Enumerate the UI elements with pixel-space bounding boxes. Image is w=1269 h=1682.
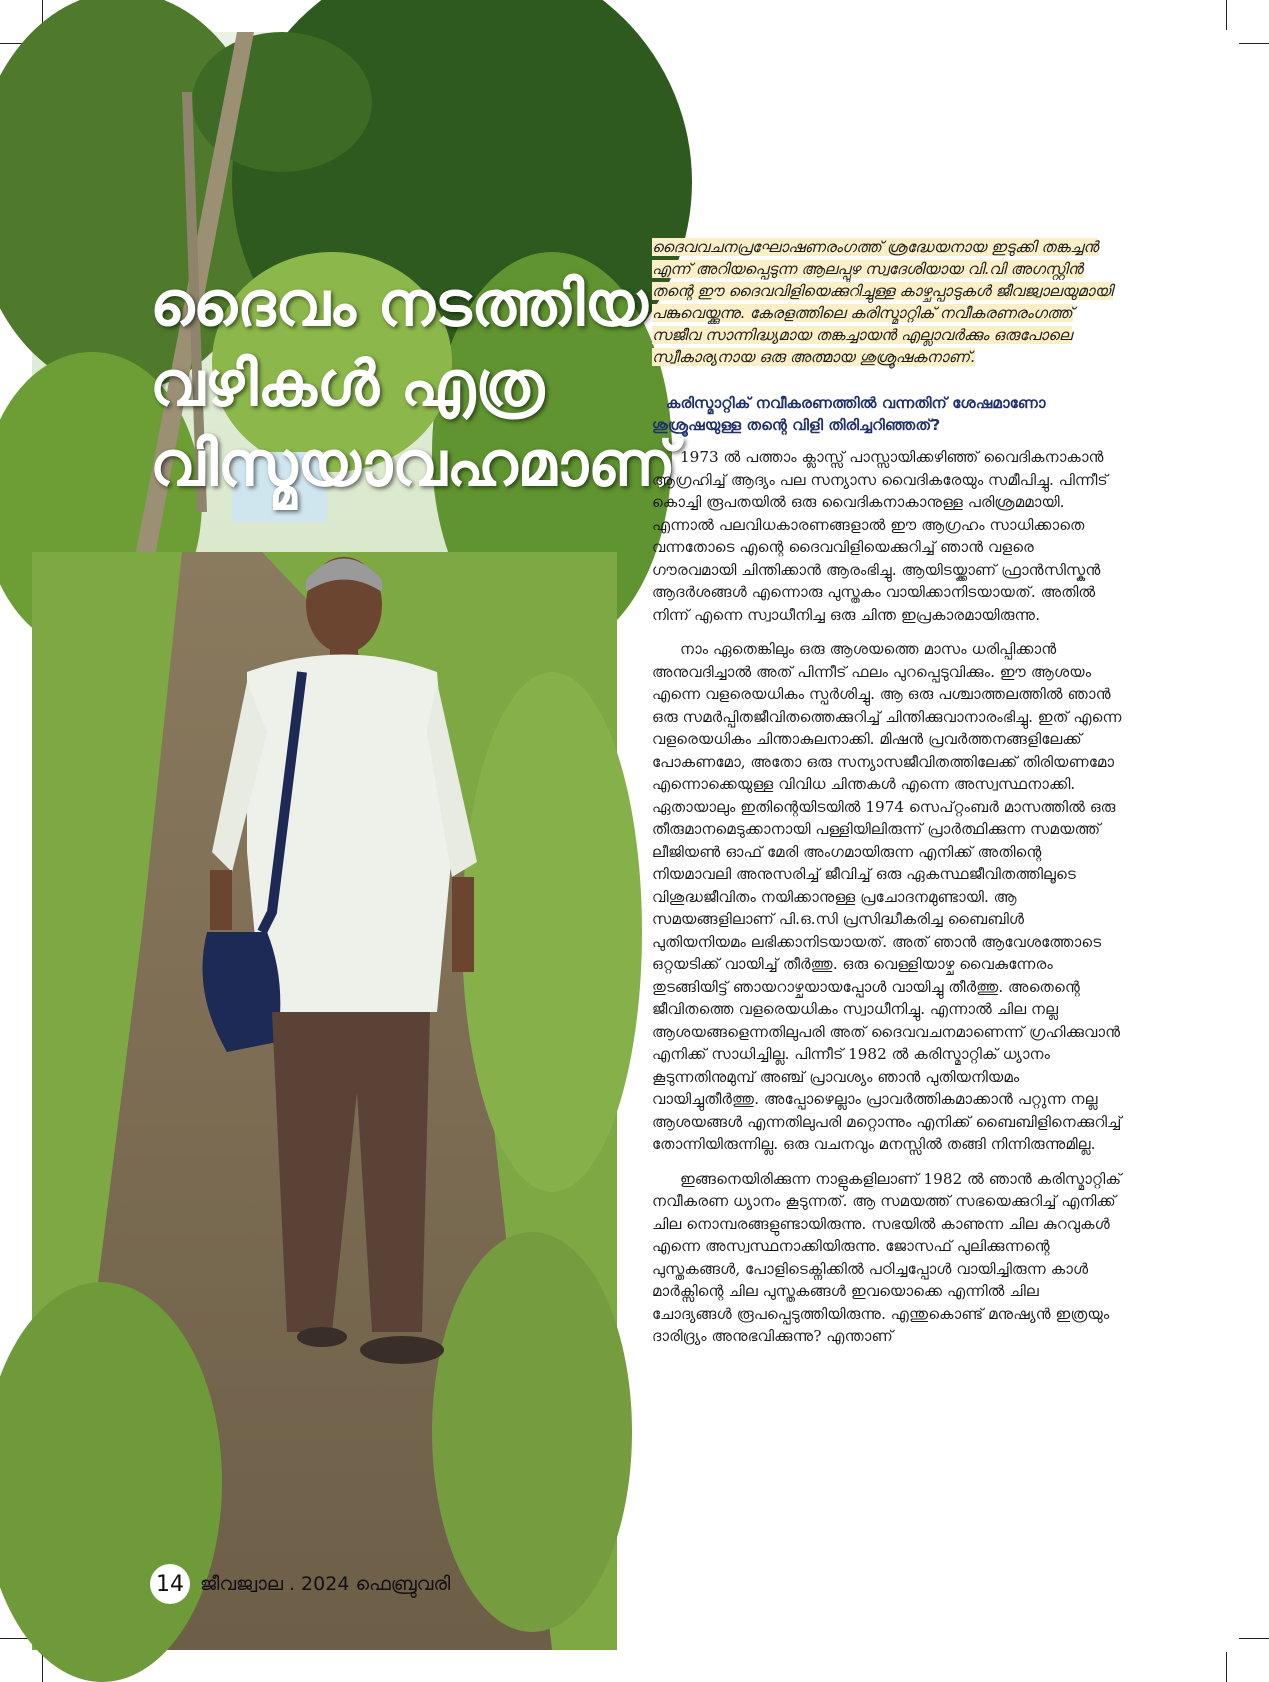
body-paragraph: നാം ഏതെങ്കിലും ഒരു ആശയത്തെ മാസം ധരിപ്പിക്കാൻ അനുവദിച്ചാൽ അത് പിന്നീട് ഫലം പുറപ്പെടുവിക്കും. ഈ ആശയം എന്നെ വളരെയധികം സ്പർശിച്ചു. ആ ഒരു പശ്ചാത്തലത്തിൽ ഞാൻ ഒരു സമർപ്പിതജീവിതത്തെക്കുറിച്ച് ചിന്തിക്കുവാനാരംഭിച്ചു. ഇത് എന്നെ വളരെയധികം ചിന്താകുലനാക്കി. മിഷൻ പ്രവർത്തനങ്ങളിലേക്ക് പോകണമോ, അതോ ഒരു സന്യാസജീവിതത്തിലേക്ക് തിരിയണമോ എന്നൊക്കെയുള്ള വിവിധ ചിന്തകൾ എന്നെ അസ്വസ്ഥനാക്കി. ഏതായാലും ഇതിന്റെയിടയിൽ 1974 സെപ്റ്റംബർ മാസത്തിൽ ഒരു തീരുമാനമെടുക്കാനായി പള്ളിയിലിരുന്ന് പ്രാർത്ഥിക്കുന്ന സമയത്ത് ലീജിയൺ ഓഫ് മേരി അംഗമായിരുന്ന എനിക്ക് അതിന്റെ നിയമാവലി അനുസരിച്ച് ജീവിച്ച് ഒരു ഏകസ്ഥജീവിതത്തിലൂടെ വിശുദ്ധജീവിതം നയിക്കാനുള്ള പ്രചോദനമുണ്ടായി. ആ സമയങ്ങളിലാണ് പി.ഒ.സി പ്രസിദ്ധീകരിച്ച ബൈബിൾ പുതിയനിയമം ലഭിക്കാനിടയായത്. അത് ഞാൻ ആവേശത്തോടെ ഒറ്റയടിക്ക് വായിച്ച് തീർത്തു. ഒരു വെള്ളിയാഴ്ച വൈകുന്നേരം തുടങ്ങിയിട്ട് ഞായറാഴ്ചയായപ്പോൾ വായിച്ചു തീർത്തു. അതെന്റെ ജീവിതത്തെ വളരെയധികം സ്വാധീനിച്ചു. എന്നാൽ ചില നല്ല ആശയങ്ങളെന്നതിലുപരി അത് ദൈവവചനമാണെന്ന് ഗ്രഹിക്കുവാൻ എനിക്ക് സാധിച്ചില്ല. പിന്നീട് 1982 ൽ കരിസ്മാറ്റിക് ധ്യാനം കൂടുന്നതിനുമുമ്പ് അഞ്ച് പ്രാവശ്യം ഞാൻ പുതിയനിയമം വായിച്ചുതീർത്തു. അപ്പോഴെല്ലാം പ്രാവർത്തികമാക്കാൻ പറ്റുന്ന നല്ല ആശയങ്ങൾ എന്നതിലുപരി മറ്റൊന്നും എനിക്ക് ബൈബിളിനെക്കുറിച്ച് തോന്നിയിരുന്നില്ല. ഒരു വചനവും മനസ്സിൽ തങ്ങി നിന്നിരുന്നുമില്ല. [652,640,1122,1153]
body-paragraph: 1973 ൽ പത്താം ക്ലാസ്സ് പാസ്സായിക്കഴിഞ്ഞ് വൈദികനാകാൻ ആഗ്രഹിച്ച് ആദ്യം പല സന്യാസ വൈദികരേയും സമീപിച്ചു. പിന്നീട് കൊച്ചി രൂപതയിൽ ഒരു വൈദികനാകാനുള്ള പരിശ്രമമായി. എന്നാൽ പലവിധകാരണങ്ങളാൽ ഈ ആഗ്രഹം സാധിക്കാതെ വന്നതോടെ എന്റെ ദൈവവിളിയെക്കുറിച്ച് ഞാൻ വളരെ ഗൗരവമായി ചിന്തിക്കാൻ ആരംഭിച്ചു. ആയിടയ്ക്കാണ് ഫ്രാൻസിസ്കൻ ആദർശങ്ങൾ എന്നൊരു പുസ്തകം വായിക്കാനിടയായത്. അതിൽ നിന്ന് എന്നെ സ്വാധീനിച്ച ഒരു ചിന്ത ഇപ്രകാരമായിരുന്നു. [652,448,1108,624]
crop-mark [1239,1638,1269,1639]
article-title-line: വിസ്മയാവഹമാണ് [150,427,676,500]
body-paragraph: ഇങ്ങനെയിരിക്കുന്ന നാളുകളിലാണ് 1982 ൽ ഞാൻ കരിസ്മാറ്റിക് നവീകരണ ധ്യാനം കൂടുന്നത്. ആ സമയത്ത് സഭയെക്കുറിച്ച് എനിക്ക് ചില നൊമ്പരങ്ങളുണ്ടായിരുന്നു. സഭയിൽ കാണുന്ന ചില കുറവുകൾ എന്നെ അസ്വസ്ഥനാക്കിയിരുന്നു. ജോസഫ് പുലിക്കുന്നന്റെ പുസ്തകങ്ങൾ, പോളിടെക്നിക്കിൽ പഠിച്ചപ്പോൾ വായിച്ചിരുന്ന കാൾ മാർക്സിന്റെ ചില പുസ്തകങ്ങൾ ഇവയൊക്കെ എന്നിൽ ചില ചോദ്യങ്ങൾ രൂപപ്പെടുത്തിയിരുന്നു. എന്തുകൊണ്ട് മനുഷ്യൻ ഇത്രയും ദാരിദ്ര്യം അനുഭവിക്കുന്നു? എന്താണ് [652,1169,1122,1345]
crop-mark [1239,43,1269,44]
article-photo [32,32,676,1650]
page-footer [150,1564,450,1604]
page-number: 14 [150,1564,190,1604]
article-title [150,264,676,504]
article-intro [652,236,1122,368]
crop-mark [42,1652,43,1682]
article-body [652,236,1122,1360]
crop-mark [1226,0,1227,30]
publication-info: ജീവജ്വാല . 2024 ഫെബ്രുവരി [200,1573,451,1595]
crop-mark [1226,1652,1227,1682]
article-title-line: വഴികൾ എത്ര [150,347,545,420]
article-title-line: ദൈവം നടത്തിയ [150,267,648,340]
interview-question: കരിസ്മാറ്റിക് നവീകരണത്തിൽ വന്നതിന് ശേഷമാണോ ശുശ്രൂഷയുള്ള തന്റെ വിളി തിരിച്ചറിഞ്ഞത്? [652,394,1046,434]
intro-highlight: ദൈവവചനപ്രഘോഷണരംഗത്ത് ശ്രദ്ധേയനായ ഇടുക്കി തങ്കച്ചൻ എന്ന് അറിയപ്പെടുന്ന ആലപ്പുഴ സ്വദേശിയായ വി.വി അഗസ്റ്റിൻ തന്റെ ഈ ദൈവവിളിയെക്കുറിച്ചുള്ള കാഴ്ചപ്പാടുകൾ ജീവജ്വാലയുമായി പങ്കുവെയ്ക്കുന്നു. കേരളത്തിലെ കരിസ്മാറ്റിക് നവീകരണരംഗത്ത് സജീവ സാന്നിദ്ധ്യമായ തങ്കച്ചായൻ എല്ലാവർക്കും ഒരുപോലെ സ്വീകാര്യനായ ഒരു അത്മായ ശുശ്രൂഷകനാണ്. [652,238,1113,366]
crop-mark [0,1638,30,1639]
